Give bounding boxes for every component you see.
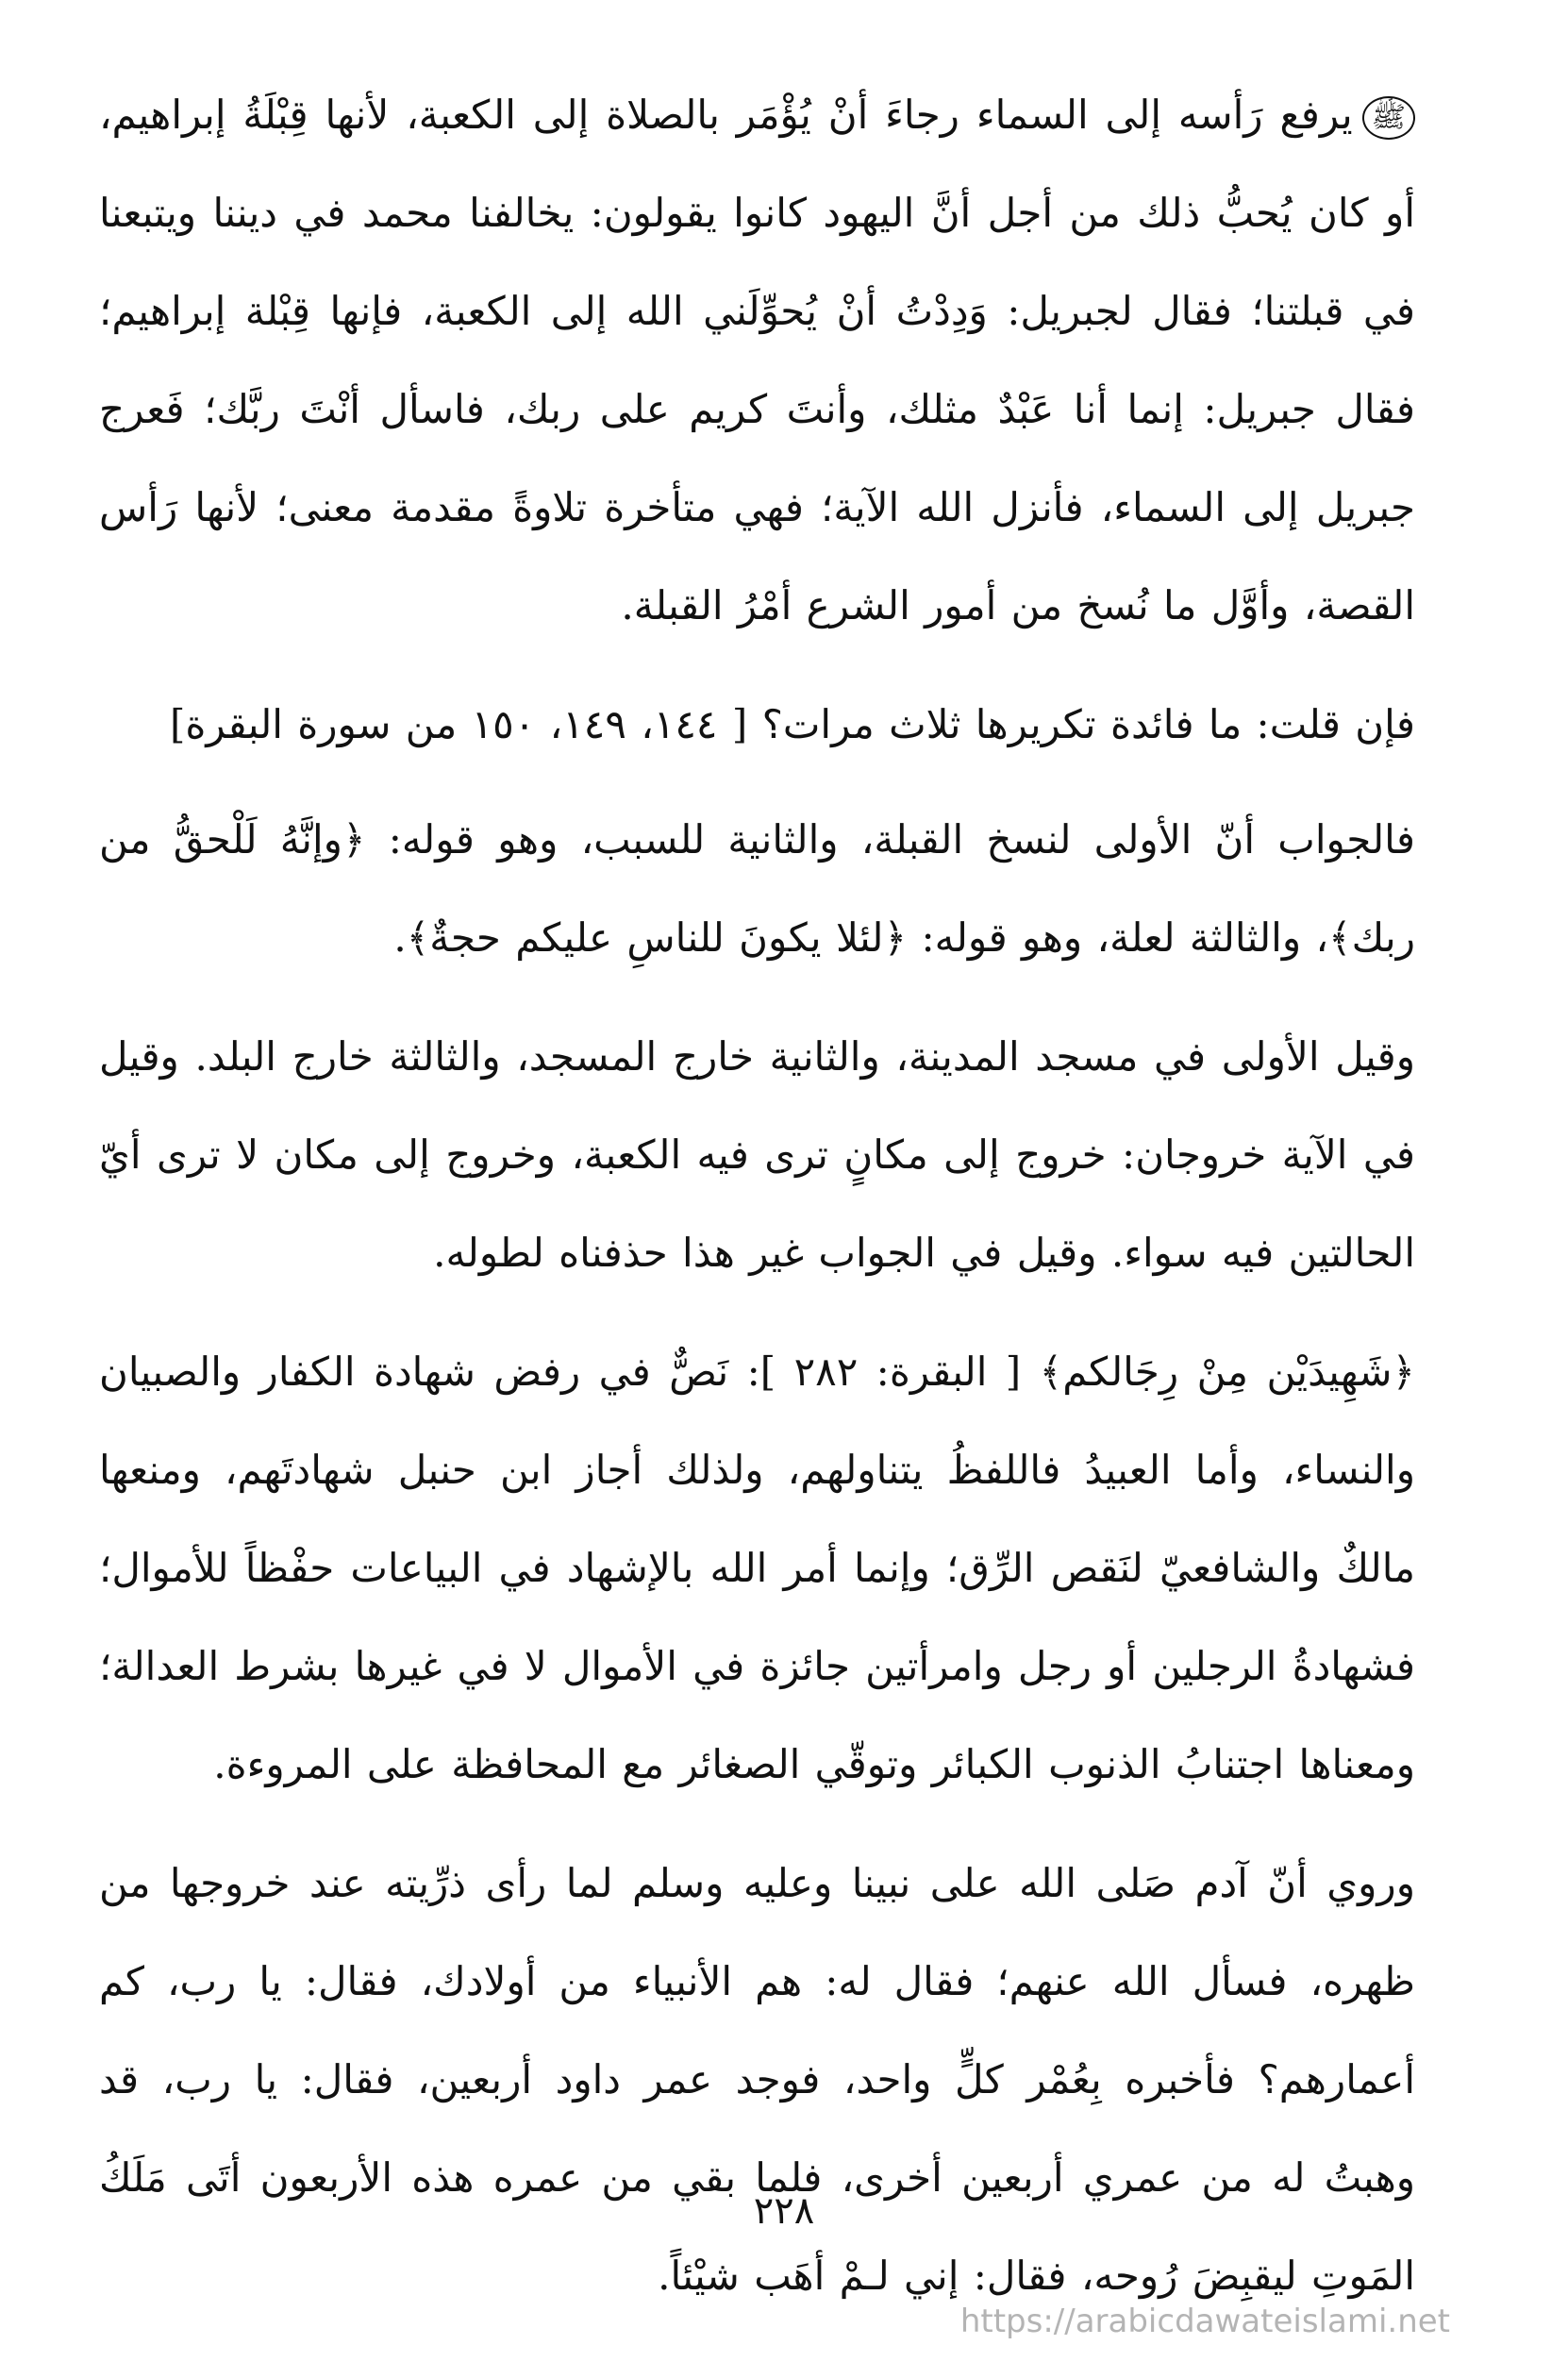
honorific-seal: ﷺ — [1362, 96, 1415, 140]
paragraph-adam-story: وروي أنّ آدم صَلى الله على نبينا وعليه وسلم لما رأى ذرِّيته عند خروجها من ظهره، فسأل الله عنهم؛ فقال له: هم الأنبياء من أولادك، فقال: يا رب، كم أعمارهم؟ فأخبره بِعُمْر كلٍّ واحد، فوجد عمر داود أربعين، فقال: يا رب، قد وهبتُ له من عمري أربعين أخرى، فلما بقي من عمره هذه الأربعون أتَى مَلَكُ المَوتِ ليقبِضَ رُوحه، فقال: إني لـمْ أهَب شيْئاً. — [99, 1860, 1416, 2299]
watermark-url: https://arabicdawateislami.net — [959, 2303, 1450, 2340]
document-page — [99, 66, 1415, 2346]
paragraph-answer: فالجواب أنّ الأولى لنسخ القبلة، والثانية للسبب، وهو قوله: ﴿وإنَّهُ لَلْحقُّ من ربك﴾، والثالثة لعلة، وهو قوله: ﴿لئلا يكونَ للناسِ عليكم حجةٌ﴾. — [99, 816, 1415, 961]
page-number: ٢٢٨ — [753, 2189, 815, 2233]
paragraph-qibla-story — [99, 66, 1415, 655]
paragraph-witnesses: ﴿شَهِيدَيْن مِنْ رِجَالكم﴾ [ البقرة: ٢٨٢ ]: نَصٌّ في رفض شهادة الكفار والصبيان والنساء، وأما العبيدُ فاللفظُ يتناولهم، ولذلك أجاز ابن حنبل شهادتَهم، ومنعها مالكٌ والشافعيّ لنَقص الرِّق؛ وإنما أمر الله بالإشهاد في البياعات حفْظاً للأموال؛ فشهادةُ الرجلين أو رجل وامرأتين جائزة في الأموال لا في غيرها بشرط العدالة؛ ومعناها اجتنابُ الذنوب الكبائر وتوقّي الصغائر مع المحافظة على المروءة. — [99, 1349, 1415, 1787]
paragraph-question: فإن قلت: ما فائدة تكريرها ثلاث مرات؟ [ ١٤٤، ١٤٩، ١٥٠ من سورة البقرة] — [169, 701, 1415, 747]
paragraph-1-text: يرفع رَأسه إلى السماء رجاءَ أنْ يُؤْمَر بالصلاة إلى الكعبة، لأنها قِبْلَةُ إبراهيم، أو كان يُحبُّ ذلك من أجل أنَّ اليهود كانوا يقولون: يخالفنا محمد في ديننا ويتبعنا في قبلتنا؛ فقال لجبريل: وَدِدْتُ أنْ يُحوِّلَني الله إلى الكعبة، فإنها قِبْلة إبراهيم؛ فقال جبريل: إنما أنا عَبْدٌ مثلك، وأنتَ كريم على ربك، فاسأل أنْتَ ربَّك؛ فَعرج جبريل إلى السماء، فأنزل الله الآية؛ فهي متأخرة تلاوةً مقدمة معنى؛ لأنها رَأس القصة، وأوَّل ما نُسخ من أمور الشرع أمْرُ القبلة. — [99, 92, 1415, 628]
paragraph-other-views: وقيل الأولى في مسجد المدينة، والثانية خارج المسجد، والثالثة خارج البلد. وقيل في الآية خروجان: خروج إلى مكانٍ ترى فيه الكعبة، وخروج إلى مكان لا ترى أيّ الحالتين فيه سواء. وقيل في الجواب غير هذا حذفناه لطوله. — [99, 1033, 1415, 1276]
